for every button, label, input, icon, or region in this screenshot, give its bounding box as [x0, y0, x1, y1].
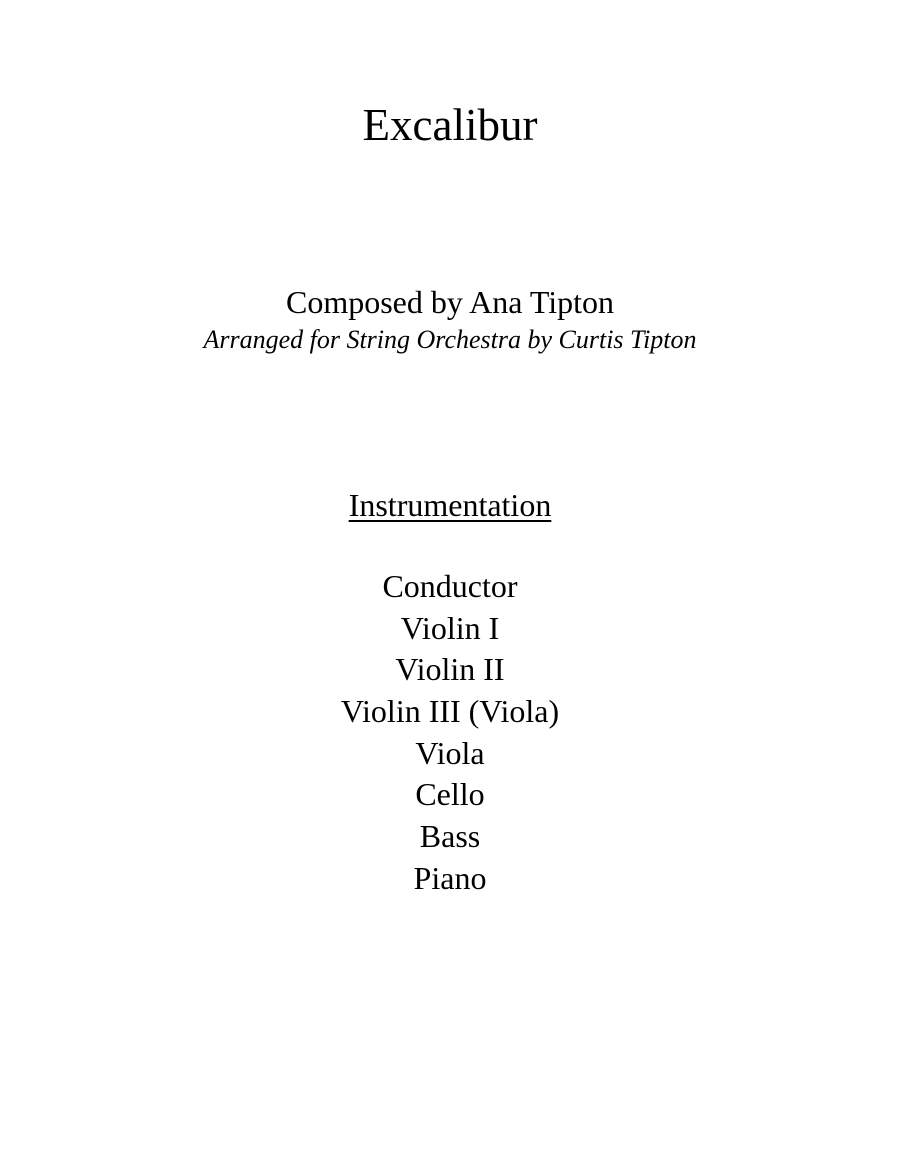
instrument-list: [0, 566, 900, 900]
piece-title: Excalibur: [362, 100, 538, 150]
instrumentation-heading-text: Instrumentation: [348, 487, 552, 523]
arranger-credit: Arranged for String Orchestra by Curtis Tipton: [203, 325, 697, 354]
instrument-item-violin-3: Violin III (Viola): [340, 693, 560, 730]
composer-credit: Composed by Ana Tipton: [285, 284, 615, 320]
instrument-item-violin-2: Violin II: [395, 651, 505, 688]
instrument-item-violin-1: Violin I: [400, 609, 500, 646]
instrument-item-conductor: Conductor: [382, 568, 518, 604]
instrument-item-cello: Cello: [415, 776, 485, 813]
instrumentation-heading: [0, 485, 900, 525]
instrument-item-bass: Bass: [419, 818, 481, 855]
instrument-item-piano: Piano: [413, 859, 487, 896]
instrument-item-viola: Viola: [415, 734, 485, 771]
